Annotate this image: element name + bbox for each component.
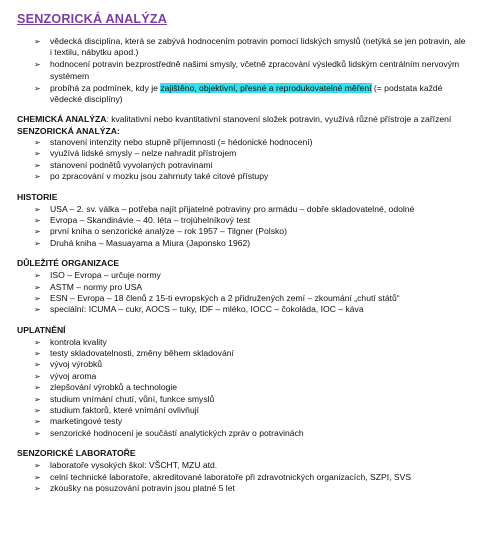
bullet-list [17, 337, 466, 440]
intro-list [17, 36, 466, 105]
list-item: ➢ marketingové testy [17, 416, 466, 427]
chem-paragraph [17, 114, 466, 125]
list-item: ➢ USA – 2. sv. válka – potřeba najít přijatelné potraviny pro armádu – dobře skladovatelné, odolné [17, 204, 466, 215]
list-item: ➢ studium faktorů, které vnímání ovlivňují [17, 405, 466, 416]
list-item: ➢ celní technické laboratoře, akreditované laboratoře při zdravotnických organizacích, SZPI, SVS [17, 472, 466, 483]
section-heading: SENZORICKÉ LABORATOŘE [17, 448, 136, 459]
list-item: ➢ Druhá kniha – Masuayama a Miura (Japonsko 1962) [17, 238, 466, 249]
list-item: ➢ vědecká disciplína, která se zabývá hodnocením potravin pomocí lidských smyslů (netýká se jen potravin, ale i textilu, nábytku apod.) [17, 36, 466, 59]
list-item: ➢ stanovení podnětů vyvolaných potravinami [17, 160, 466, 171]
bullet-list [17, 137, 466, 183]
list-item: ➢ vývoj výrobků [17, 359, 466, 370]
list-item: ➢ vývoj aroma [17, 371, 466, 382]
section-heading: SENZORICKÁ ANALÝZA: [17, 125, 120, 136]
section-laboratore [17, 448, 466, 494]
bullet-list [17, 270, 466, 316]
chem-text: : kvalitativní nebo kvantitativní stanovení složek potravin, využívá různé přístroje a zařízení [106, 114, 452, 125]
list-item [17, 83, 466, 106]
list-item: ➢ kontrola kvality [17, 337, 466, 348]
list-item: ➢ využívá lidské smysly – nelze nahradit přístrojem [17, 148, 466, 159]
list-item: ➢ speciální: ICUMA – cukr, AOCS – tuky, IDF – mléko, IOCC – čokoláda, IOC – káva [17, 304, 466, 315]
bullet-list [17, 204, 466, 250]
bullet-list [17, 460, 466, 494]
intro-text-before: probíhá za podmínek, kdy je [50, 82, 161, 93]
list-item: ➢ senzorické hodnocení je součástí analytických zpráv o potravinách [17, 428, 466, 439]
document-title: SENZORICKÁ ANALÝZA [17, 12, 168, 26]
chem-label: CHEMICKÁ ANALÝZA [17, 114, 107, 125]
list-item: ➢ Evropa – Skandinávie – 40. léta – trojúhelníkový test [17, 215, 466, 226]
section-uplatneni [17, 325, 466, 440]
list-item: ➢ hodnocení potravin bezprostředně našimi smysly, včetně zpracování výsledků lidským centrálním nervovým systémem [17, 59, 466, 82]
list-item: ➢ ASTM – normy pro USA [17, 282, 466, 293]
list-item: ➢ studium vnímání chutí, vůní, funkce smyslů [17, 394, 466, 405]
list-item: ➢ laboratoře vysokých škol: VŠCHT, MZU atd. [17, 460, 466, 471]
list-item: ➢ zkoušky na posuzování potravin jsou platné 5 let [17, 483, 466, 494]
list-item: ➢ první kniha o senzorické analýze – rok 1957 – Tilgner (Polsko) [17, 226, 466, 237]
highlighted-text: zajištěno, objektivní, přesné a reprodukovatelné měření [160, 82, 372, 93]
list-item: ➢ ISO – Evropa – určuje normy [17, 270, 466, 281]
list-item: ➢ testy skladovatelnosti, změny během skladování [17, 348, 466, 359]
section-historie [17, 192, 466, 250]
section-heading: UPLATNĚNÍ [17, 324, 66, 335]
section-heading: HISTORIE [17, 191, 58, 202]
intro-text-after: (= podstata každé vědecké disciplíny) [50, 82, 443, 105]
list-item: ➢ stanovení intenzity nebo stupně příjemnosti (= hédonické hodnocení) [17, 137, 466, 148]
section-organizace [17, 258, 466, 316]
list-item: ➢ zlepšování výrobků a technologie [17, 382, 466, 393]
list-item: ➢ po zpracování v mozku jsou zahrnuty také citové přístupy [17, 171, 466, 182]
list-item: ➢ ESN – Evropa – 18 členů z 15-ti evropských a 2 přidružených zemí – zkoumání „chutí států“ [17, 293, 466, 304]
section-heading: DŮLEŽITÉ ORGANIZACE [17, 258, 120, 269]
section-senzoricka [17, 126, 466, 183]
